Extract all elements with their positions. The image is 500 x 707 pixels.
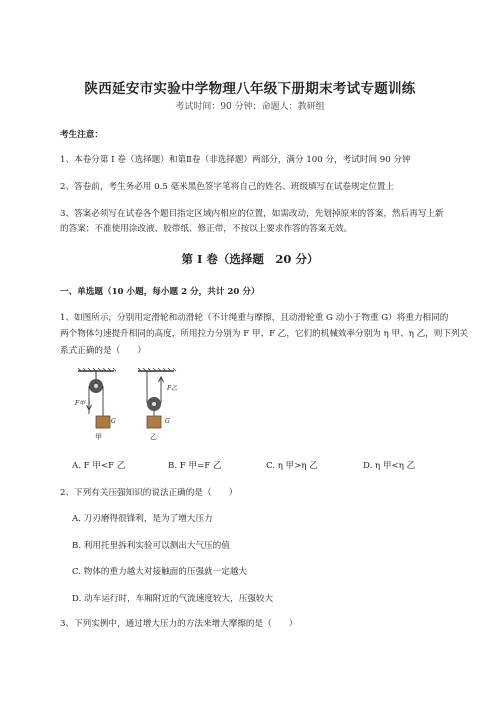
left-weight-label: G — [111, 418, 116, 425]
section-heading: 一、单选题（10 小题，每小题 2 分，共计 20 分） — [60, 287, 260, 297]
q1-option-b[interactable]: B. F 甲=F 乙 — [168, 461, 222, 471]
q1-line-2: 两个物体匀速提升相同的高度，所用拉力分别为 F 甲、F 乙，它们的机械效率分别为 η 甲、η 乙，则下列关 — [60, 329, 469, 339]
left-force-label: F甲 — [75, 400, 86, 407]
q1-option-d[interactable]: D. η 甲<η 乙 — [363, 461, 416, 471]
pulley-figure — [74, 368, 194, 444]
right-caption: 乙 — [150, 433, 157, 441]
q1-line-1: 1、如图所示，分别用定滑轮和动滑轮（不计绳重与摩擦，且动滑轮重 G 动小于物重 G）将重力相同的 — [60, 313, 449, 323]
q2-option-d[interactable]: D. 动车运行时，车厢附近的气流速度较大，压强较大 — [72, 594, 274, 604]
notice-item-1: 1、本卷分第 I 卷（选择题）和第Ⅱ卷（非选择题）两部分，满分 100 分，考试时间 90 分钟 — [60, 155, 411, 165]
q2-option-b[interactable]: B. 利用托里拆利实验可以测出大气压的值 — [72, 541, 230, 551]
right-force-label: F乙 — [167, 385, 178, 392]
page-subtitle: 考试时间：90 分钟；命题人：教研组 — [175, 102, 325, 112]
q1-option-c[interactable]: C. η 甲>η 乙 — [266, 461, 318, 471]
page-title: 陕西延安市实验中学物理八年级下册期末考试专题训练 — [84, 81, 416, 97]
notice-item-3: 3、答案必须写在试卷各个题目指定区域内相应的位置，如需改动，先划掉原来的答案，然后再写上新 — [60, 209, 444, 219]
section-title: 第 I 卷（选择题 20 分） — [181, 252, 319, 266]
right-weight-label: G — [165, 418, 170, 425]
notice-item-2: 2、答卷前，考生务必用 0.5 毫米黑色签字笔将自己的姓名、班级填写在试卷规定位置上 — [60, 182, 394, 192]
q2-stem: 2、下列有关压强知识的说法正确的是（ ） — [60, 488, 238, 498]
q1-line-3: 系式正确的是（ ） — [60, 346, 146, 356]
q2-option-a[interactable]: A. 刀刃磨得很锋利，是为了增大压力 — [72, 514, 213, 524]
movable-pulley — [138, 368, 176, 428]
left-caption: 甲 — [95, 433, 102, 441]
q1-option-a[interactable]: A. F 甲<F 乙 — [72, 461, 126, 471]
notice-item-3-cont: 的答案；不准使用涂改液、胶带纸、修正带，不按以上要求作答的答案无效。 — [60, 224, 353, 234]
notice-heading: 考生注意： — [60, 130, 103, 140]
q2-option-c[interactable]: C. 物体的重力越大对接触面的压强就一定越大 — [72, 567, 248, 577]
q3-stem: 3、下列实例中，通过增大压力的方法来增大摩擦的是（ ） — [60, 619, 298, 629]
